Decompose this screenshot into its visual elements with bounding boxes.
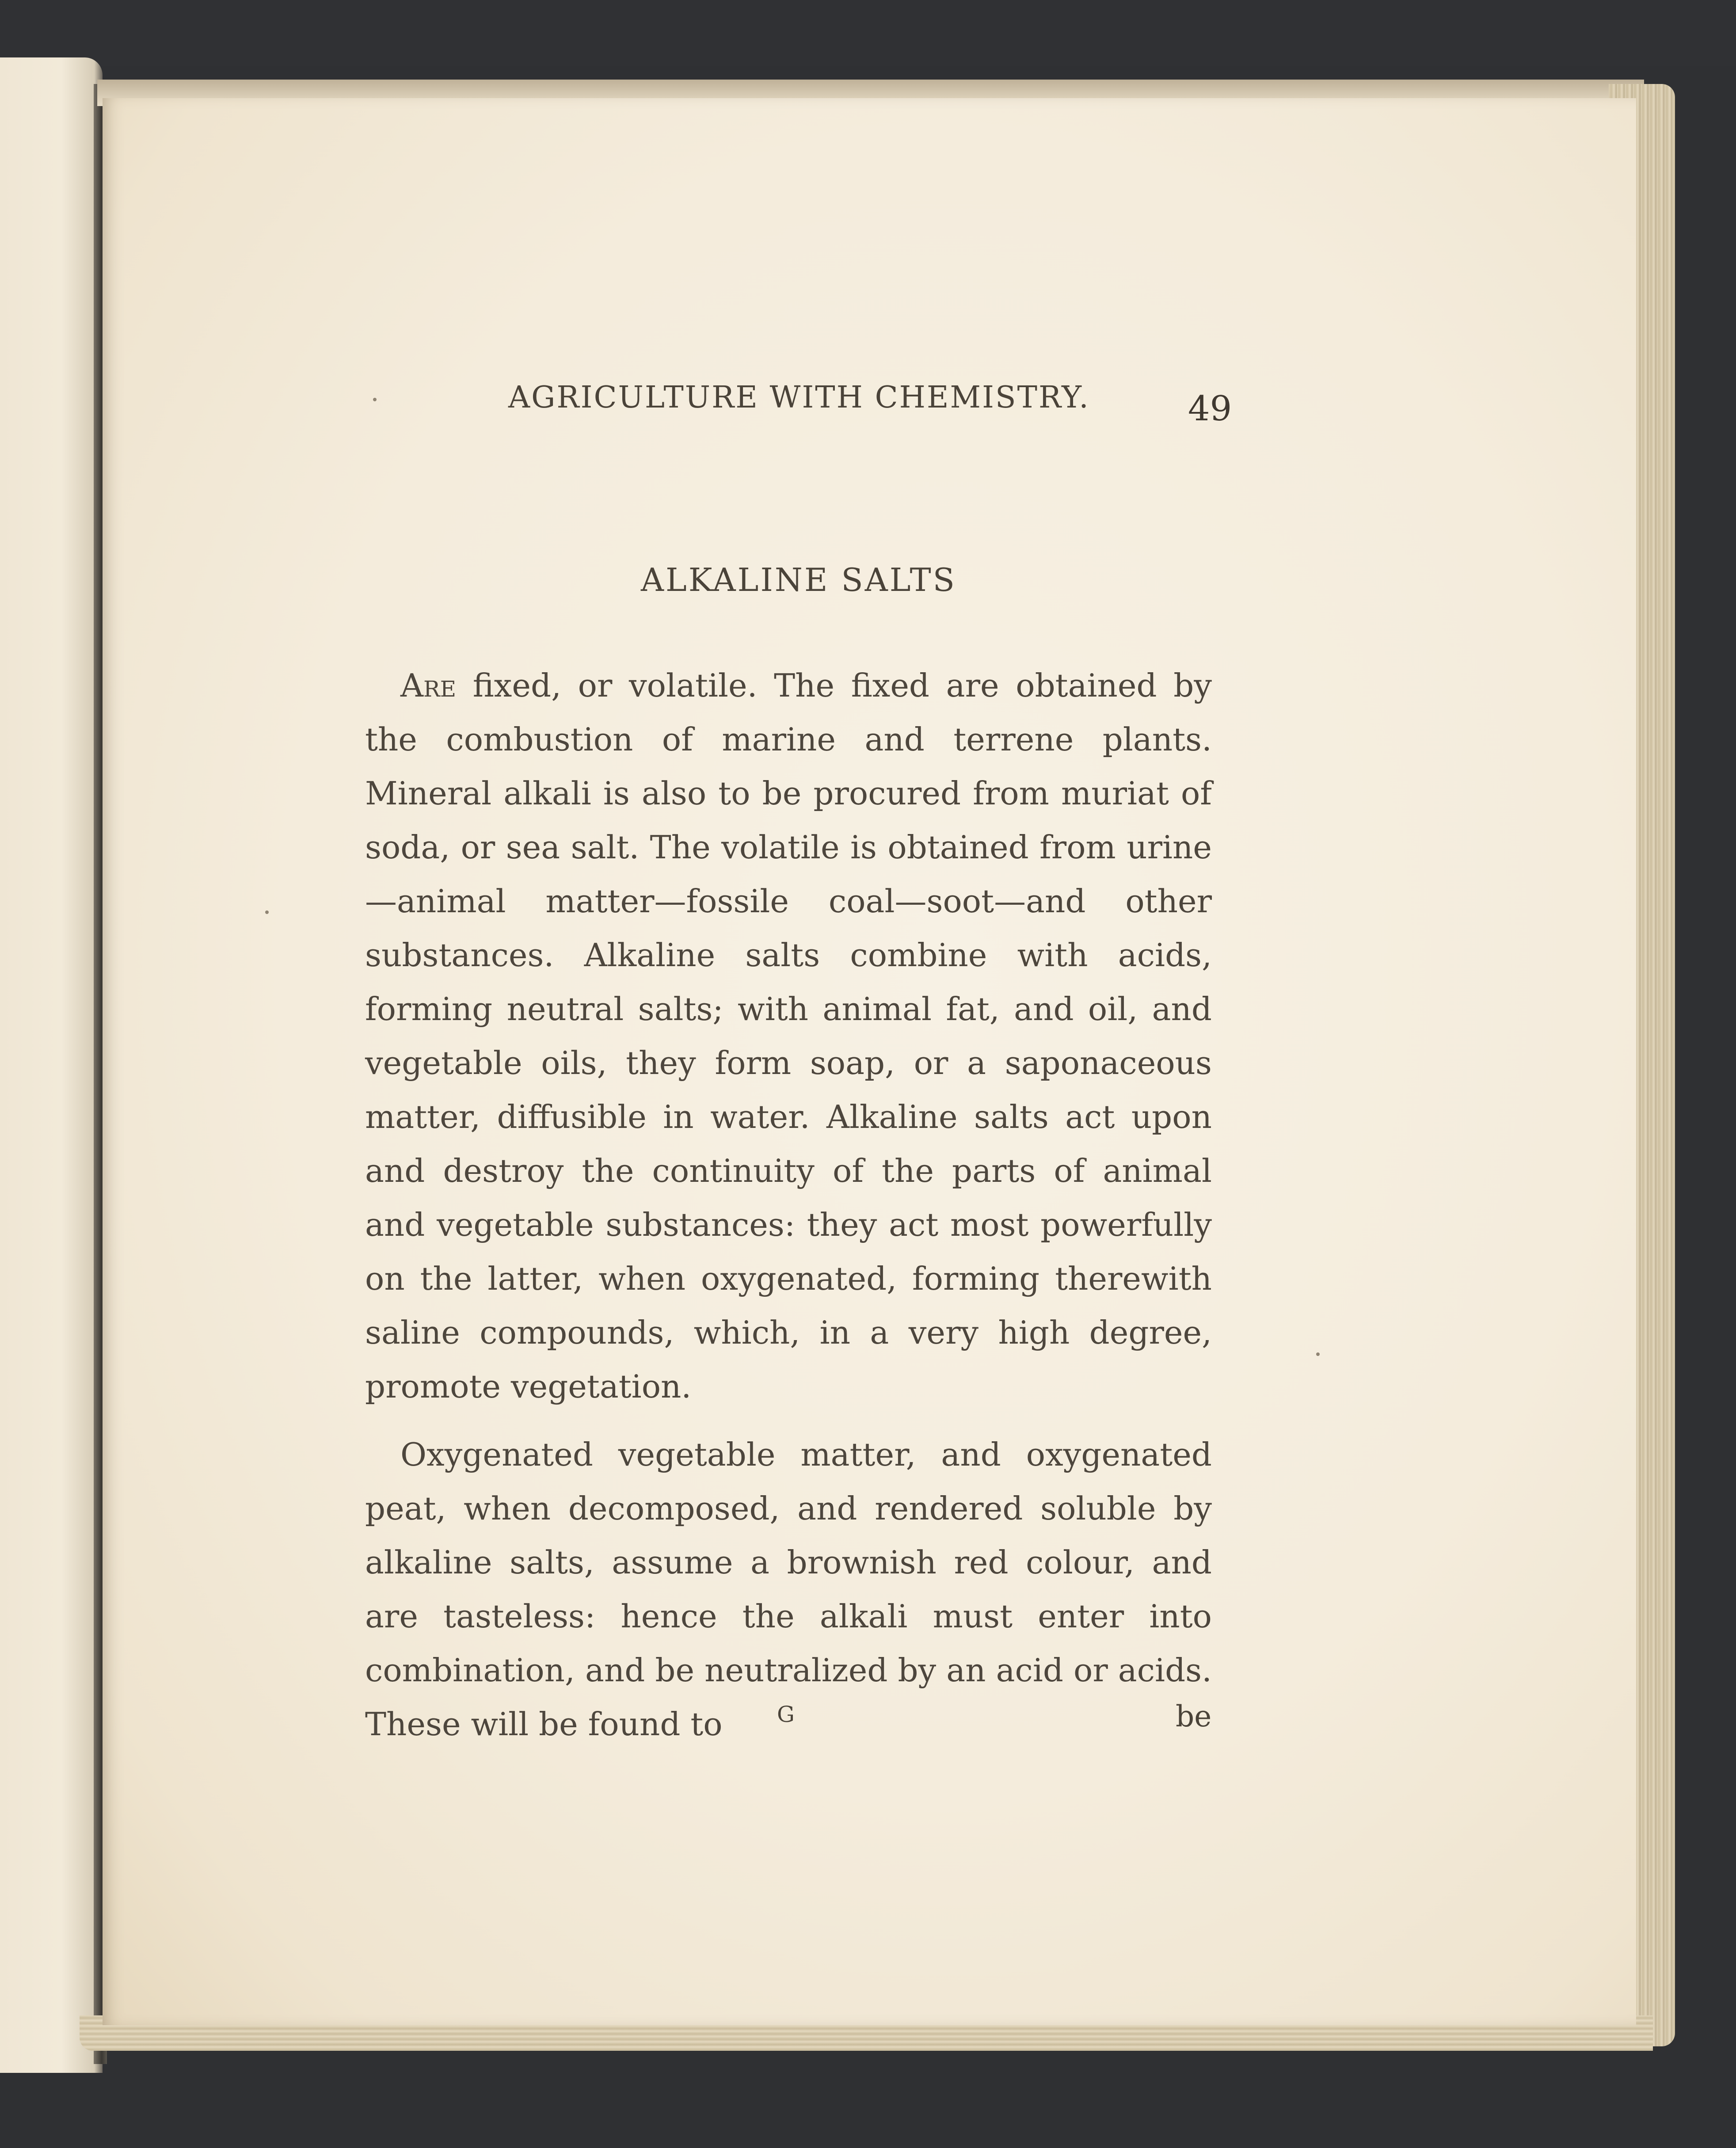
catchword: be: [1176, 1699, 1212, 1733]
page-number: 49: [1188, 389, 1232, 429]
foxing-spot: [1316, 1352, 1320, 1356]
paragraph-1-lead-word: Are: [400, 667, 457, 704]
paragraph-2-text: Oxygenated vegetable matter, and oxygenated peat, when decomposed, and rendered soluble by alkaline salts, assume a brownish red colour, and are tasteless: hence the alkali must enter into combination, and be neutralized by an acid or acids. These will be found to: [365, 1436, 1212, 1743]
foxing-spot: [265, 910, 269, 914]
foxing-spot: [373, 398, 377, 401]
paragraph-1-body: fixed, or volatile. The fixed are obtained by the combustion of marine and terrene plants. Mineral alkali is also to be procured from muriat of soda, or sea salt. The volatile is obtained from urine—animal matter—fossile coal—soot—and other substances. Alkaline salts combine with acids, forming neutral salts; with animal fat, and oil, and vegetable oils, they form soap, or a saponaceous matter, diffusible in water. Alkaline salts act upon and destroy the continuity of the parts of animal and vegetable substances: they act most powerfully on the latter, when oxygenated, forming therewith saline compounds, which, in a very high degree, promote vegetation.: [365, 667, 1212, 1405]
running-head: AGRICULTURE WITH CHEMISTRY.: [508, 380, 1090, 415]
scan-backdrop: [0, 0, 1736, 66]
left-page-edge: [0, 57, 103, 2073]
signature-mark: G: [777, 1702, 795, 1727]
paragraph-1-text: [365, 659, 1212, 1413]
paragraph-1: [365, 659, 1212, 1413]
section-heading: ALKALINE SALTS: [641, 561, 956, 598]
